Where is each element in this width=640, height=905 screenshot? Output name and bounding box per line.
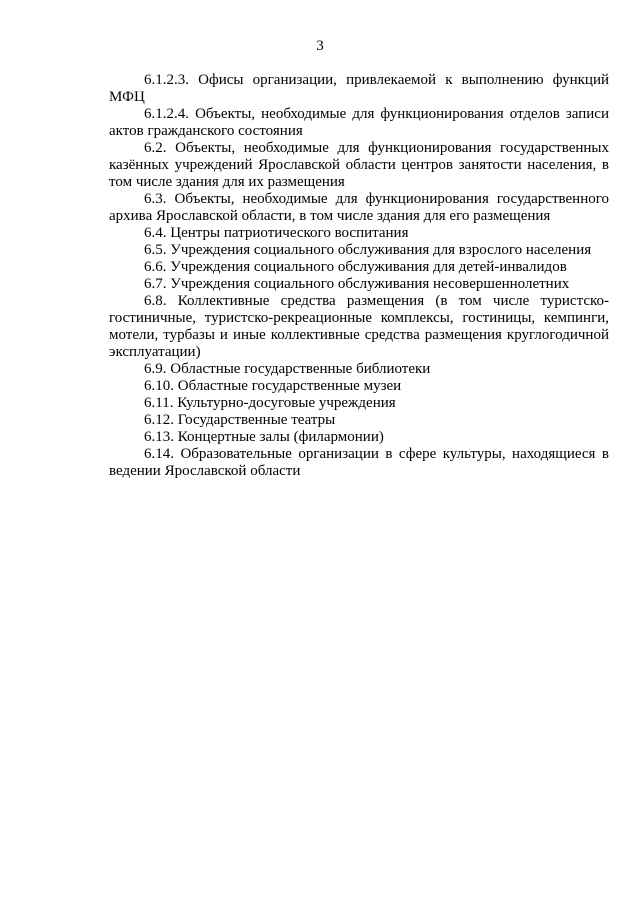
paragraph-6-2: 6.2. Объекты, необходимые для функционирования государственных казённых учреждений Ярославской области центров занятости населения, в том числе здания для их размещения xyxy=(109,140,609,190)
page-number: 3 xyxy=(316,38,324,54)
paragraph-6-10: 6.10. Областные государственные музеи xyxy=(144,378,402,394)
paragraph-6-12: 6.12. Государственные театры xyxy=(144,412,336,428)
document-body xyxy=(109,72,609,480)
paragraph-6-5: 6.5. Учреждения социального обслуживания для взрослого населения xyxy=(144,242,592,258)
paragraph-6-11: 6.11. Культурно-досуговые учреждения xyxy=(144,395,396,411)
paragraph-6-6: 6.6. Учреждения социального обслуживания для детей-инвалидов xyxy=(144,259,567,275)
paragraph-6-9: 6.9. Областные государственные библиотеки xyxy=(144,361,431,377)
paragraph-6-7: 6.7. Учреждения социального обслуживания несовершеннолетних xyxy=(144,276,570,292)
paragraph-6-4: 6.4. Центры патриотического воспитания xyxy=(144,225,409,241)
paragraph-6-1-2-4: 6.1.2.4. Объекты, необходимые для функционирования отделов записи актов гражданского состояния xyxy=(109,106,609,139)
paragraph-6-1-2-3: 6.1.2.3. Офисы организации, привлекаемой к выполнению функций МФЦ xyxy=(109,72,609,105)
paragraph-6-8: 6.8. Коллективные средства размещения (в том числе туристско-гостиничные, туристско-рекреационные комплексы, гостиницы, кемпинги, мотели, турбазы и иные коллективные средства размещения круглогодичной эксплуатации) xyxy=(109,293,609,360)
paragraph-6-14: 6.14. Образовательные организации в сфере культуры, находящиеся в ведении Ярославской области xyxy=(109,446,609,479)
paragraph-6-13: 6.13. Концертные залы (филармонии) xyxy=(144,429,384,445)
paragraph-6-3: 6.3. Объекты, необходимые для функционирования государственного архива Ярославской области, в том числе здания для его размещения xyxy=(109,191,609,224)
